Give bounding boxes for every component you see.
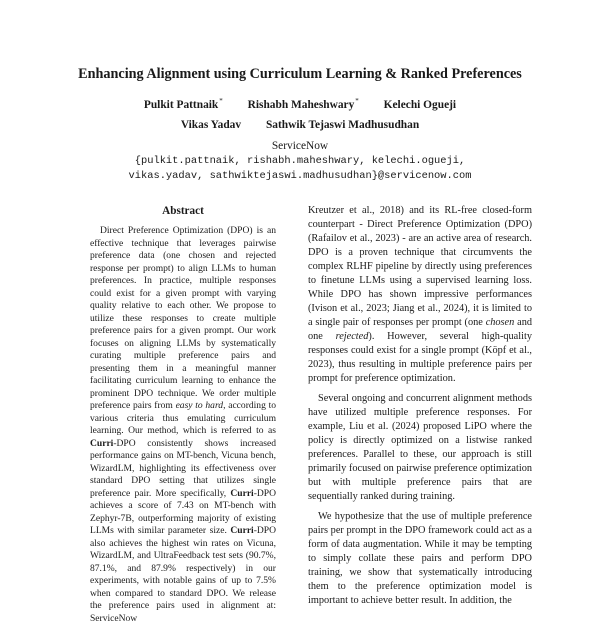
abstract-heading: Abstract <box>162 205 204 217</box>
author-name: Rishabh Maheshwary* <box>247 97 359 111</box>
body-paragraph: Kreutzer et al., 2018) and its RL-free closed-form counterpart - Direct Preference Optimization (DPO) (Rafailov et al., 2023) - are an active area of research. DPO is a proven technique that circumvents the complex RLHF pipeline by directly using preferences to finetune LLMs using a supervised learning loss. While DPO has shown impressive performances (Ivison et al., 2023; Jiang et al., 2024), it is limited to a single pair of responses per prompt (one chosen and one rejected). However, several high-quality responses could exist for a single prompt (Köpf et al., 2023), thus resulting in multiple preference pairs per prompt for preference optimization. <box>308 205 532 384</box>
author-name: Kelechi Ogueji <box>383 98 457 111</box>
email-line: {pulkit.pattnaik, rishabh.maheshwary, kelechi.ogueji, <box>134 155 466 167</box>
body-paragraph: Several ongoing and concurrent alignment methods have utilized multiple preference responses. For example, Liu et al. (2024) proposed LiPO where the policy is directly optimized on a listwise ranked preferences. Parallel to these, our approach is still primarily focused on pairwise preference optimization but with multiple preference pairs that are sequentially ranked during training. <box>308 393 532 502</box>
authors-row-1 <box>0 97 600 111</box>
body-paragraph: We hypothesize that the use of multiple preference pairs per prompt in the DPO framework could act as a form of data augmentation. While it may be tempting to simply collate these pairs and perform DPO training, we show that systematically introducing them to the preference optimization model is important to achieve better result. In addition, the <box>308 511 532 606</box>
body-column-right <box>308 204 532 606</box>
paper-title: Enhancing Alignment using Curriculum Learning & Ranked Preferences <box>78 66 522 82</box>
author-name: Vikas Yadav <box>180 119 242 131</box>
author-name: Pulkit Pattnaik* <box>143 97 223 111</box>
email-line: vikas.yadav, sathwiktejaswi.madhusudhan}@servicenow.com <box>128 170 472 182</box>
abstract-body <box>90 225 276 624</box>
author-name: Sathwik Tejaswi Madhusudhan <box>265 119 420 131</box>
affiliation: ServiceNow <box>271 140 329 152</box>
abstract-paragraph: Direct Preference Optimization (DPO) is an effective technique that leverages pairwise preference data (one chosen and rejected response per prompt) to align LLMs to human preferences. In practice, multiple responses could exist for a given prompt with varying quality relative to each other. We propose to utilize these responses to create multiple preference pairs for a given prompt. Our work focuses on aligning LLMs by systematically curating multiple preference pairs and presenting them in a meaningful manner facilitating curriculum learning to enhance the prominent DPO technique. We order multiple preference pairs from easy to hard, according to various criteria thus emulating curriculum learning. Our method, which is referred to as Curri-DPO consistently shows increased performance gains on MT-bench, Vicuna bench, WizardLM, highlighting its effectiveness over standard DPO setting that utilizes single preference pair. More specifically, Curri-DPO achieves a score of 7.43 on MT-bench with Zephyr-7B, outperforming majority of existing LLMs with similar parameter size. Curri-DPO also achieves the highest win rates on Vicuna, WizardLM, and UltraFeedback test sets (90.7%, 87.1%, and 87.9% respectively) in our experiments, with notable gains of up to 7.5% when compared to standard DPO. We release the preference pairs used in alignment at: ServiceNow <box>90 225 276 624</box>
authors-row-2 <box>0 119 600 131</box>
